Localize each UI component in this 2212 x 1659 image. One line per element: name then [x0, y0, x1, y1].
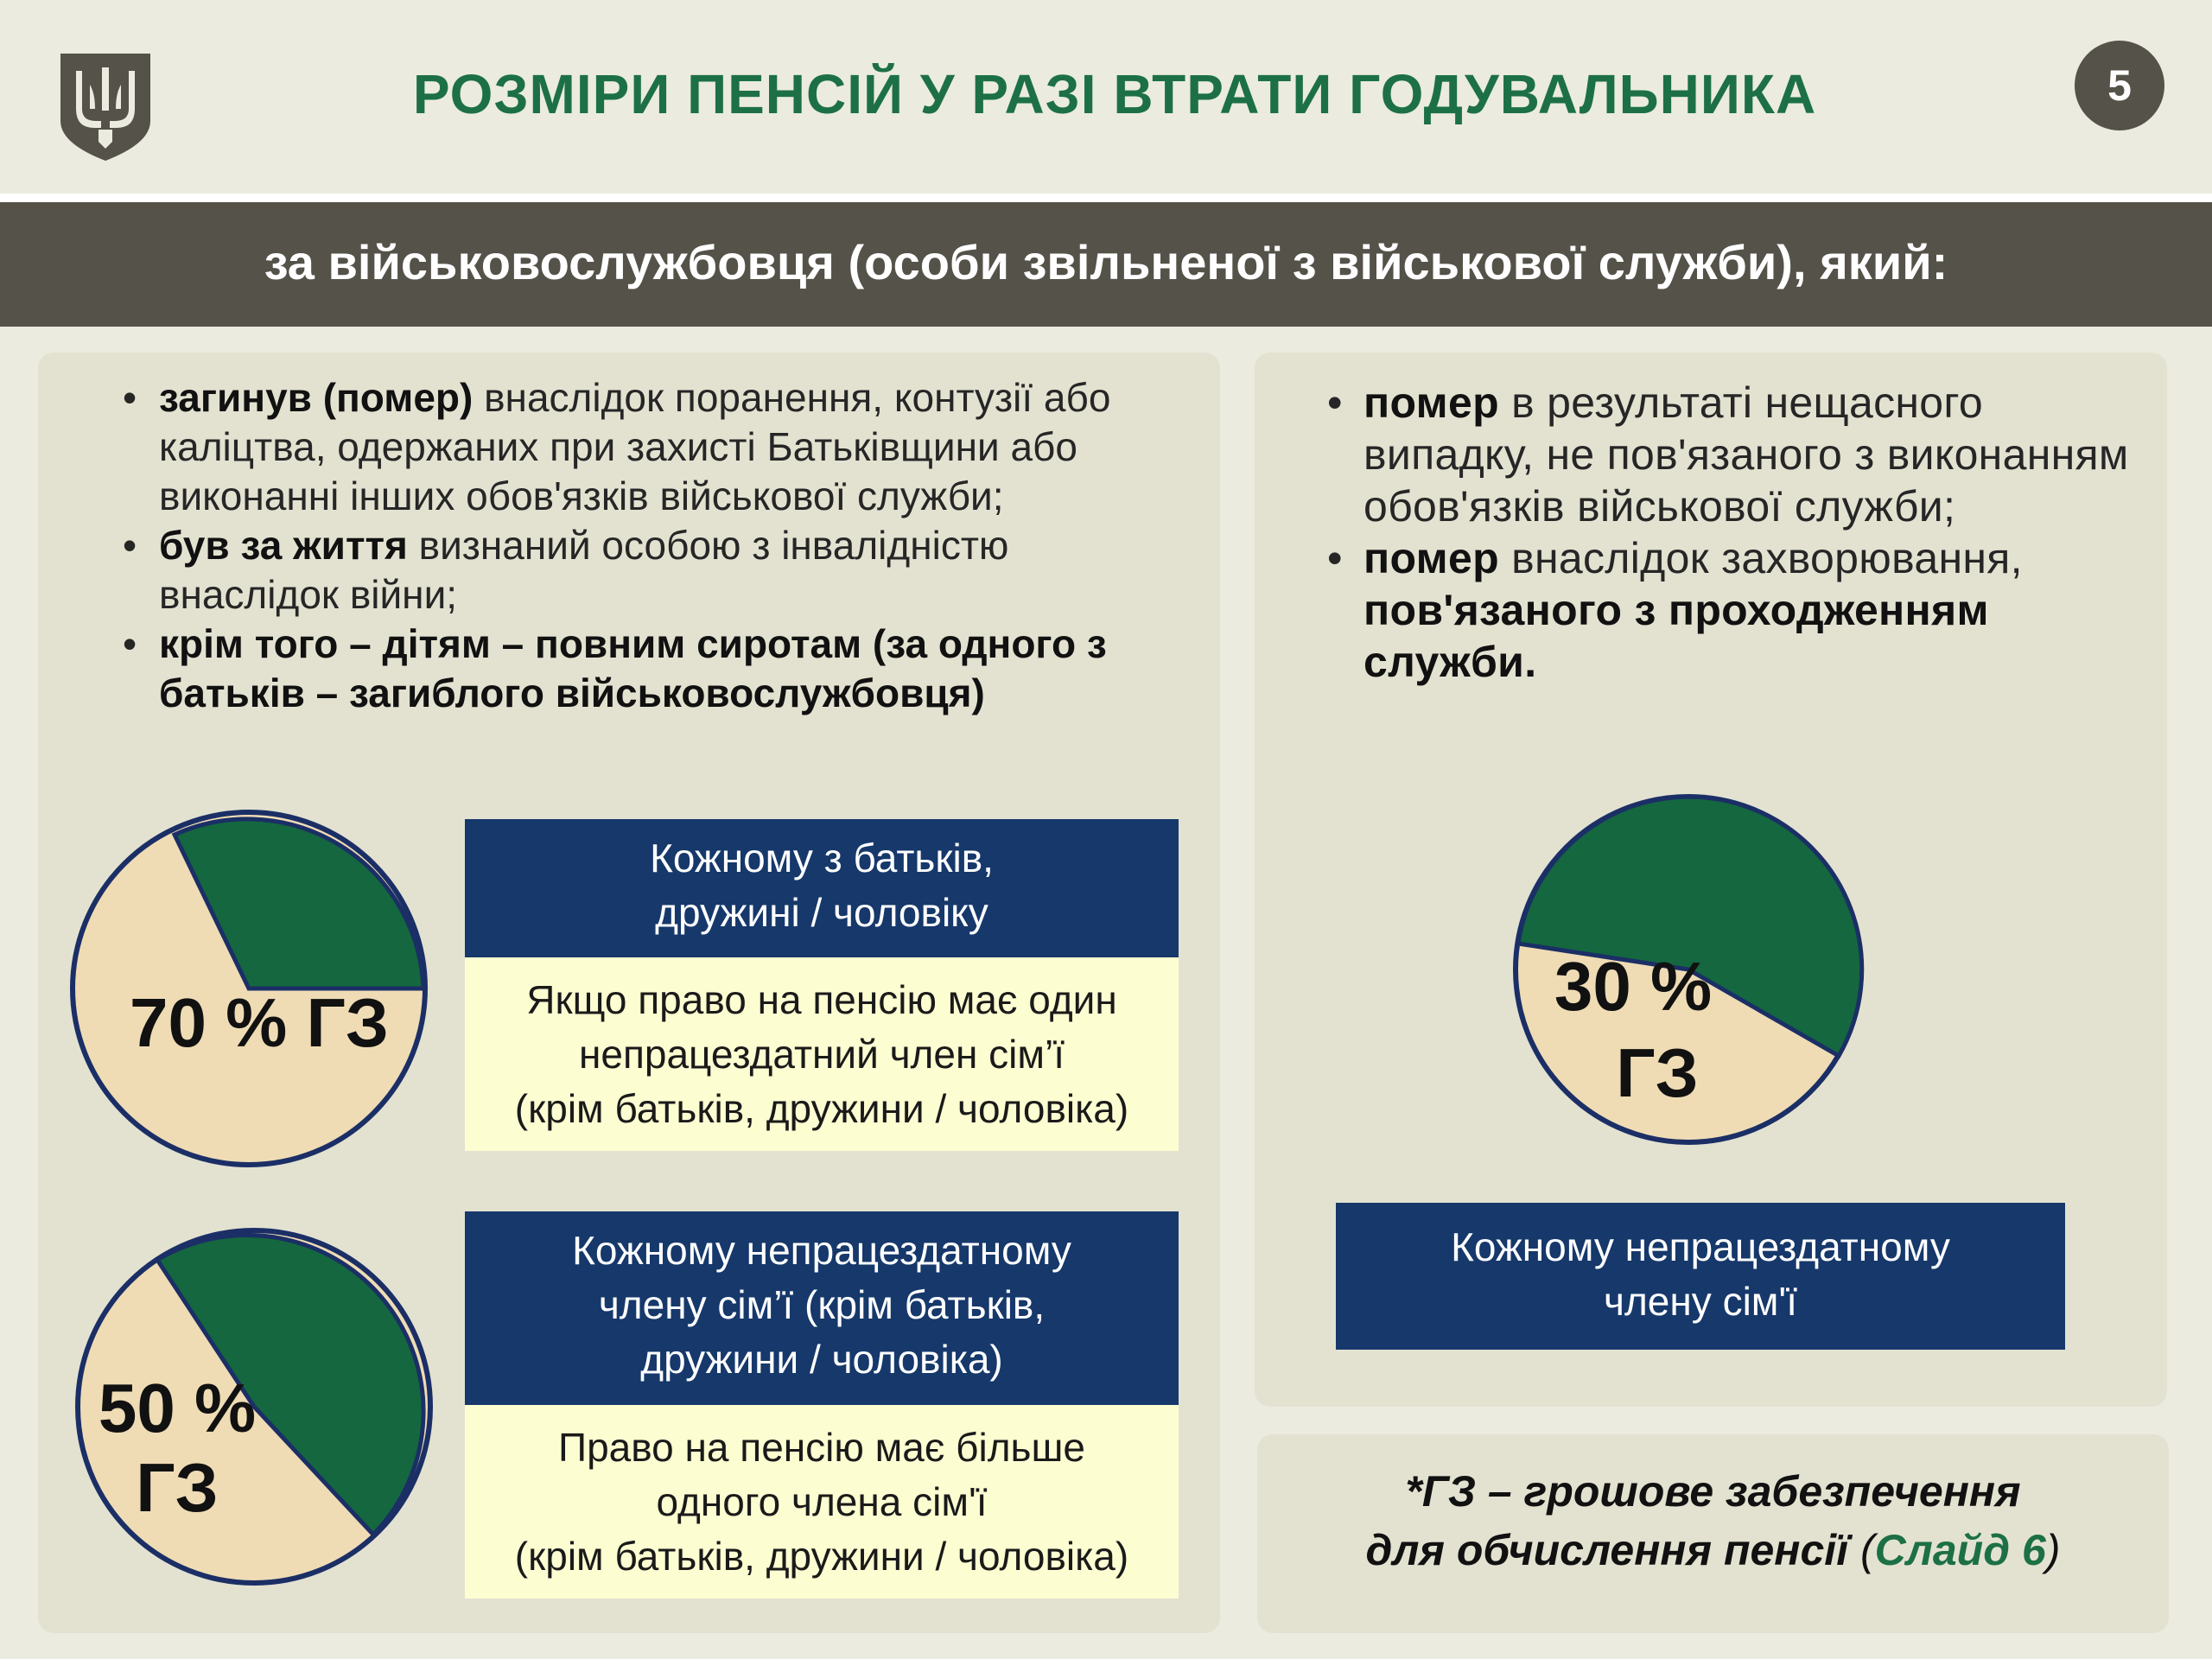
case2-header-box: Кожному непрацездатному члену сім’ї (крім батьків, дружини / чоловіка): [465, 1211, 1179, 1405]
list-item: • загинув (помер) внаслідок поранення, контузії або каліцтва, одержаних при захисті Батьківщини або виконанні інших обов'язків військової служби;: [123, 373, 1177, 521]
page-number-badge: 5: [2075, 41, 2164, 130]
pie-label-70: 70 % ГЗ: [129, 984, 390, 1061]
trident-shield-icon: [57, 50, 154, 162]
case1-body-box: Якщо право на пенсію має один непрацездатний член сім’ї (крім батьків, дружини / чоловіка): [465, 957, 1179, 1151]
case3-header-box: Кожному непрацездатному члену сім'ї: [1336, 1203, 2065, 1350]
subtitle-banner: за військовослужбовця (особи звільненої з військової служби), який:: [0, 202, 2212, 327]
pie-label-30: 30 % ГЗ: [1554, 948, 1713, 1111]
slide-header: [0, 0, 2212, 194]
list-item: • помер в результаті нещасного випадку, не пов'язаного з виконанням обов'язків військової служби;: [1327, 377, 2131, 532]
list-item: • крім того – дітям – повним сиротам (за одного з батьків – загиблого військовослужбовця): [123, 620, 1177, 718]
right-bullet-list: [1327, 377, 2131, 688]
left-bullet-list: [123, 373, 1177, 718]
case1-header-box: Кожному з батьків, дружині / чоловіку: [465, 819, 1179, 957]
list-item: • був за життя визнаний особою з інвалідністю внаслідок війни;: [123, 521, 1177, 620]
case2-body-box: Право на пенсію має більше одного члена сім'ї (крім батьків, дружини / чоловіка): [465, 1405, 1179, 1599]
footnote: *ГЗ – грошове забезпечення для обчислення пенсії (Слайд 6): [1365, 1467, 2061, 1574]
pie-label-50: 50 % ГЗ: [98, 1370, 257, 1526]
slide-6-link[interactable]: Слайд 6: [1874, 1526, 2046, 1574]
page-title: РОЗМІРИ ПЕНСІЙ У РАЗІ ВТРАТИ ГОДУВАЛЬНИКА: [412, 63, 1817, 125]
list-item: • помер внаслідок захворювання, пов'язаного з проходженням служби.: [1327, 532, 2131, 688]
header-divider: [0, 194, 2212, 202]
